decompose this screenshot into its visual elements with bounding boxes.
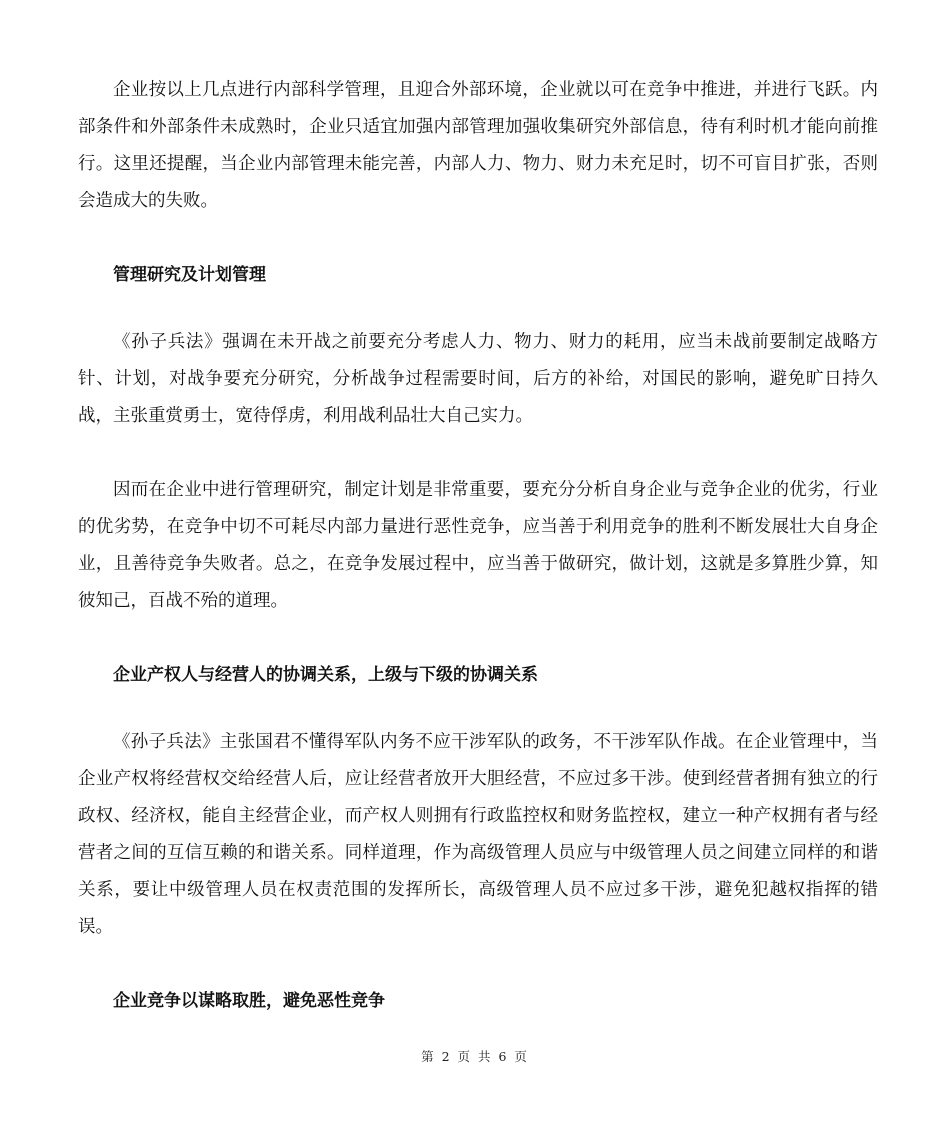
heading-strategy-competition: 企业竞争以谋略取胜，避免恶性竞争 bbox=[113, 991, 385, 1011]
paragraph-sunzi-planning: 《孙子兵法》强调在未开战之前要充分考虑人力、物力、财力的耗用，应当未战前要制定战略方针、计划，对战争要充分研究，分析战争过程需要时间，后方的补给，对国民的影响，避免旷日持久战，主张重赏勇士，宽待俘虏，利用战利品壮大自己实力。 bbox=[78, 332, 878, 426]
heading-research-planning: 管理研究及计划管理 bbox=[113, 265, 266, 285]
paragraph-sunzi-delegation: 《孙子兵法》主张国君不懂得军队内务不应干涉军队的政务，不干涉军队作战。在企业管理中，当企业产权将经营权交给经营人后，应让经营者放开大胆经营，不应过多干涉。使到经营者拥有独立的行政权、经济权，能自主经营企业，而产权人则拥有行政监控权和财务监控权，建立一种产权拥有者与经营者之间的互信互赖的和谐关系。同样道理，作为高级管理人员应与中级管理人员之间建立同样的和谐关系，要让中级管理人员在权责范围的发挥所长，高级管理人员不应过多干涉，避免犯越权指挥的错误。 bbox=[78, 732, 878, 937]
paragraph-internal-management: 企业按以上几点进行内部科学管理，且迎合外部环境，企业就以可在竞争中推进，并进行飞跃。内部条件和外部条件未成熟时，企业只适宜加强内部管理加强收集研究外部信息，待有利时机才能向前推行。这里还提醒，当企业内部管理未能完善，内部人力、物力、财力未充足时，切不可盲目扩张，否则会造成大的失败。 bbox=[78, 80, 878, 211]
heading-owner-manager-relations: 企业产权人与经营人的协调关系，上级与下级的协调关系 bbox=[113, 665, 538, 685]
page-number-footer: 第 2 页 共 6 页 bbox=[421, 1049, 529, 1064]
document-body bbox=[78, 72, 878, 1020]
paragraph-enterprise-research: 因而在企业中进行管理研究，制定计划是非常重要，要充分分析自身企业与竞争企业的优劣，行业的优劣势，在竞争中切不可耗尽内部力量进行恶性竞争，应当善于利用竞争的胜利不断发展壮大自身企业，且善待竞争失败者。总之，在竞争发展过程中，应当善于做研究，做计划，这就是多算胜少算，知彼知己，百战不殆的道理。 bbox=[78, 480, 878, 611]
